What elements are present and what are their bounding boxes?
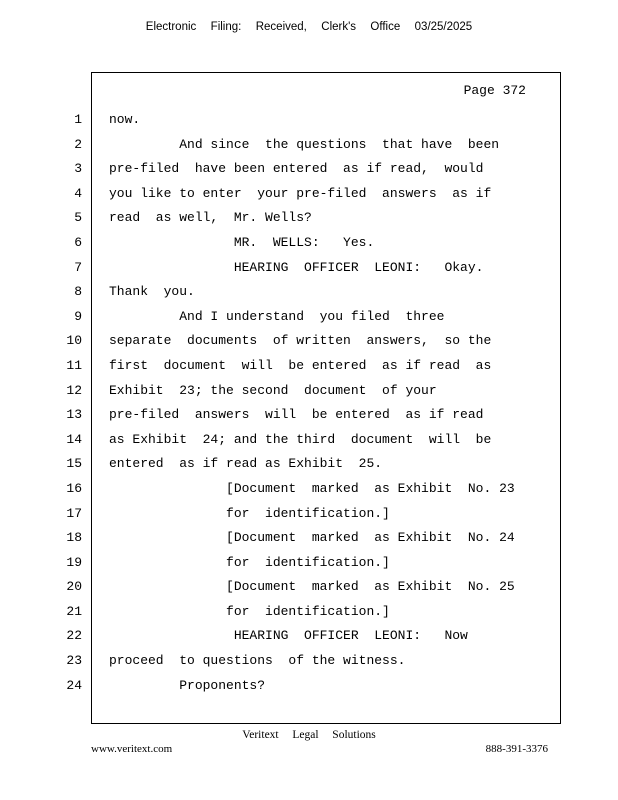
line-text: for identification.] [109, 554, 390, 570]
transcript-line [0, 206, 618, 231]
line-text: And since the questions that have been [109, 136, 500, 152]
line-number: 24 [66, 677, 82, 693]
footer-company-name: Veritext Legal Solutions [242, 729, 376, 741]
line-number: 19 [66, 554, 82, 570]
line-text: separate documents of written answers, so the [109, 333, 492, 349]
transcript-line [0, 379, 618, 404]
line-text: MR. WELLS: Yes. [109, 234, 375, 250]
transcript-line [0, 182, 618, 207]
line-text: entered as if read as Exhibit 25. [109, 456, 383, 472]
line-number: 13 [66, 407, 82, 423]
transcript-line [0, 329, 618, 354]
line-number: 8 [74, 284, 82, 300]
electronic-filing-stamp: Electronic Filing: Received, Clerk's Office 03/25/2025 [145, 21, 473, 33]
line-number: 4 [74, 185, 82, 201]
transcript-line [0, 256, 618, 281]
line-text: proceed to questions of the witness. [109, 653, 406, 669]
line-text: Thank you. [109, 284, 195, 300]
line-number: 21 [66, 603, 82, 619]
line-text: And I understand you filed three [109, 308, 445, 324]
transcript-line [0, 280, 618, 305]
line-text: Exhibit 23; the second document of your [109, 382, 437, 398]
transcript-line [0, 403, 618, 428]
line-number: 14 [66, 431, 82, 447]
line-text: read as well, Mr. Wells? [109, 210, 312, 226]
line-text: pre-filed answers will be entered as if read [109, 407, 484, 423]
line-text: [Document marked as Exhibit No. 25 [109, 579, 515, 595]
line-number: 17 [66, 505, 82, 521]
line-text: first document will be entered as if read as [109, 357, 492, 373]
line-number: 12 [66, 382, 82, 398]
transcript-line [0, 305, 618, 330]
transcript-lines [0, 108, 618, 698]
transcript-line [0, 231, 618, 256]
line-number: 22 [66, 628, 82, 644]
line-number: 9 [74, 308, 82, 324]
transcript-line [0, 452, 618, 477]
line-number: 15 [66, 456, 82, 472]
transcript-line [0, 649, 618, 674]
line-text: pre-filed have been entered as if read, would [109, 161, 484, 177]
line-text: as Exhibit 24; and the third document will be [109, 431, 492, 447]
transcript-line [0, 600, 618, 625]
transcript-line [0, 502, 618, 527]
line-text: HEARING OFFICER LEONI: Now [109, 628, 468, 644]
transcript-line [0, 674, 618, 699]
line-text: for identification.] [109, 505, 390, 521]
line-number: 1 [74, 112, 82, 127]
line-number: 5 [74, 210, 82, 226]
line-number: 11 [66, 357, 82, 373]
footer-website: www.veritext.com [91, 743, 173, 755]
line-text: [Document marked as Exhibit No. 23 [109, 480, 515, 496]
transcript-line [0, 526, 618, 551]
line-number: 2 [74, 136, 82, 152]
transcript-line [0, 354, 618, 379]
line-text: Proponents? [109, 677, 266, 693]
page-number: Page 372 [463, 83, 526, 98]
line-number: 6 [74, 234, 82, 250]
line-number: 18 [66, 530, 82, 546]
line-text: you like to enter your pre-filed answers as if [109, 185, 492, 201]
line-number: 16 [66, 480, 82, 496]
line-text: HEARING OFFICER LEONI: Okay. [109, 259, 484, 275]
transcript-line [0, 477, 618, 502]
footer-phone: 888-391-3376 [485, 743, 548, 755]
line-text: for identification.] [109, 603, 390, 619]
transcript-line [0, 575, 618, 600]
transcript-line [0, 157, 618, 182]
transcript-line [0, 428, 618, 453]
line-number: 3 [74, 161, 82, 177]
line-number: 20 [66, 579, 82, 595]
transcript-line [0, 551, 618, 576]
transcript-line [0, 624, 618, 649]
line-number: 23 [66, 653, 82, 669]
transcript-line [0, 133, 618, 158]
line-text: [Document marked as Exhibit No. 24 [109, 530, 515, 546]
line-text: now. [109, 112, 141, 127]
line-number: 10 [66, 333, 82, 349]
line-number: 7 [74, 259, 82, 275]
transcript-line [0, 108, 618, 133]
